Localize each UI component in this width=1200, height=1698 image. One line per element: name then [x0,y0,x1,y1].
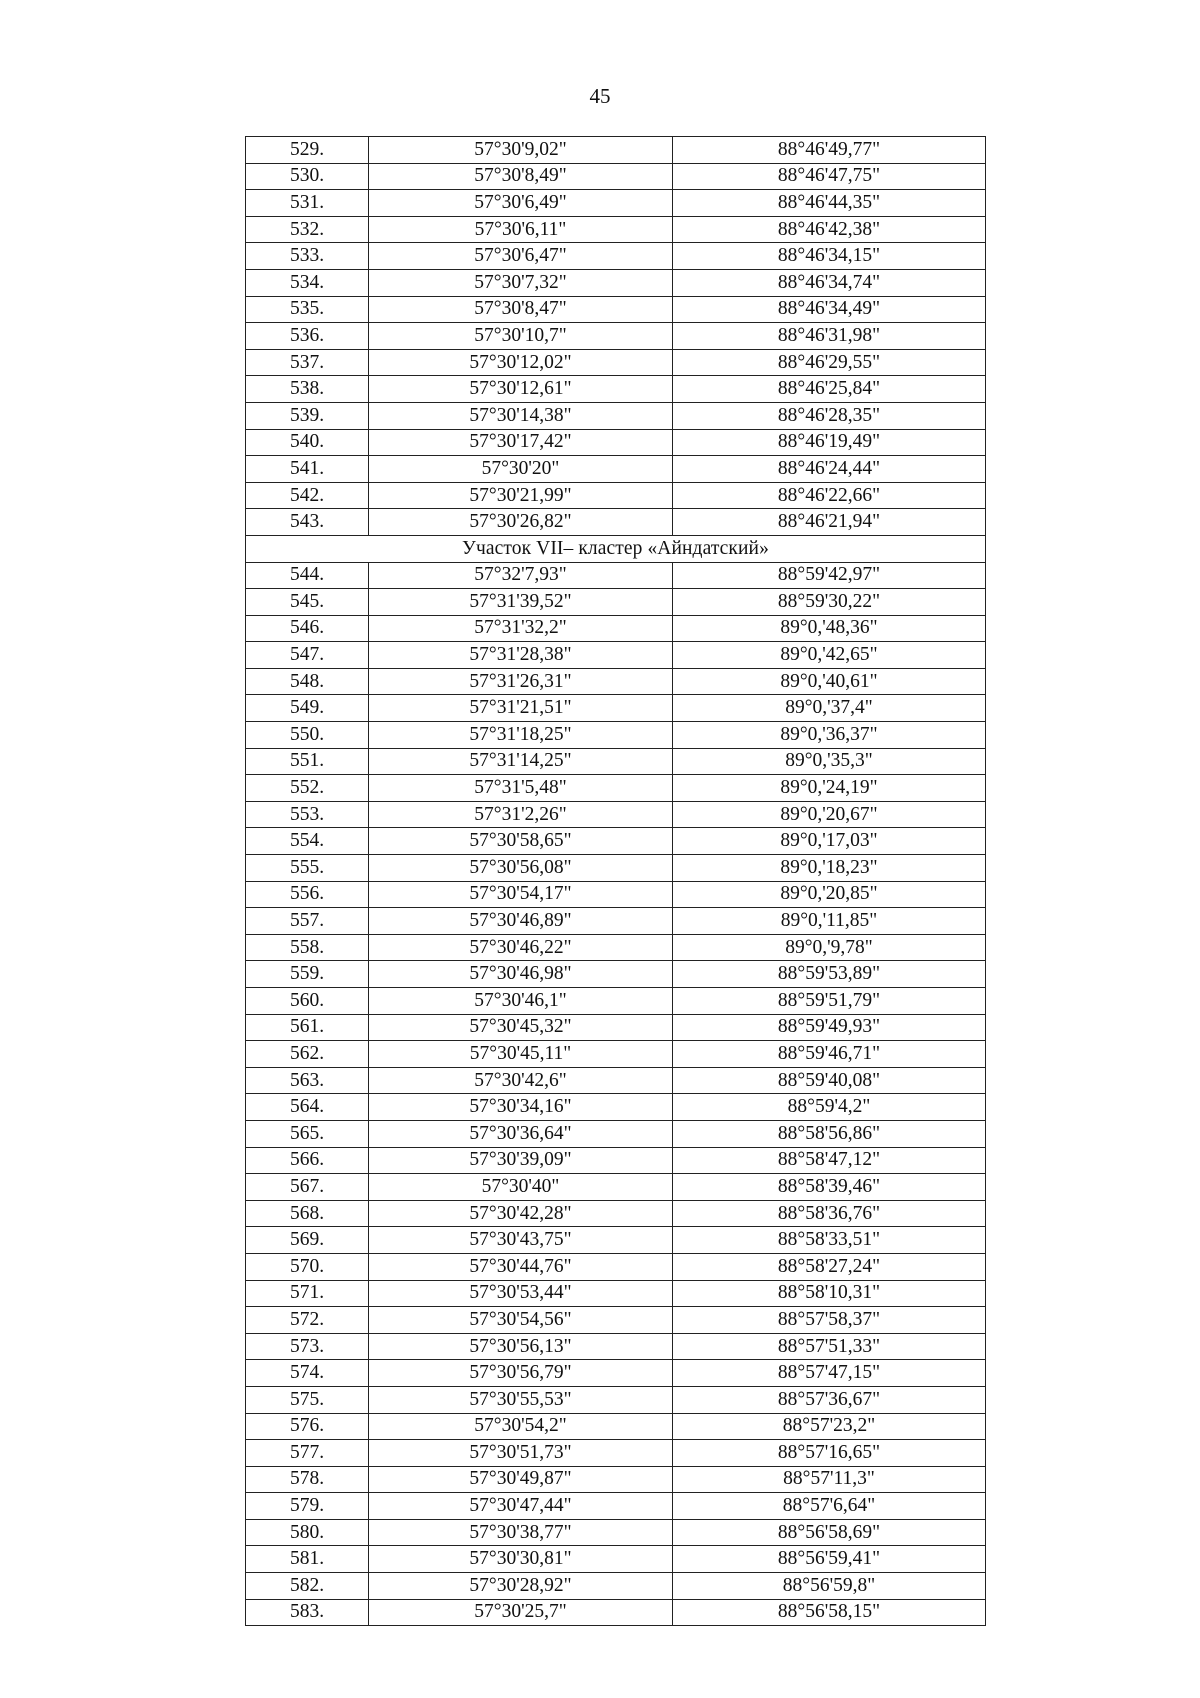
latitude-cell: 57°30'38,77" [369,1519,673,1546]
longitude-cell: 88°59'30,22" [673,589,986,616]
longitude-cell: 88°46'44,35" [673,190,986,217]
latitude-cell: 57°30'51,73" [369,1440,673,1467]
table-row [246,828,986,855]
longitude-cell: 88°46'24,44" [673,456,986,483]
coordinates-table [245,136,986,1626]
latitude-cell: 57°30'26,82" [369,509,673,536]
longitude-cell: 89°0,'11,85" [673,908,986,935]
longitude-cell: 88°46'19,49" [673,429,986,456]
latitude-cell: 57°30'39,09" [369,1147,673,1174]
longitude-cell: 88°57'58,37" [673,1307,986,1334]
point-number-cell: 560. [246,988,369,1015]
table-row [246,961,986,988]
point-number-cell: 554. [246,828,369,855]
longitude-cell: 89°0,'20,85" [673,881,986,908]
latitude-cell: 57°31'2,26" [369,801,673,828]
table-row [246,1147,986,1174]
table-row [246,801,986,828]
table-row [246,349,986,376]
point-number-cell: 569. [246,1227,369,1254]
latitude-cell: 57°30'34,16" [369,1094,673,1121]
table-row [246,323,986,350]
point-number-cell: 548. [246,668,369,695]
longitude-cell: 89°0,'24,19" [673,775,986,802]
longitude-cell: 88°46'22,66" [673,482,986,509]
point-number-cell: 583. [246,1599,369,1626]
latitude-cell: 57°30'21,99" [369,482,673,509]
longitude-cell: 89°0,'37,4" [673,695,986,722]
coordinates-table-body-part1 [246,137,986,536]
table-row [246,1094,986,1121]
longitude-cell: 88°46'34,15" [673,243,986,270]
point-number-cell: 552. [246,775,369,802]
point-number-cell: 556. [246,881,369,908]
section-header-body [246,535,986,562]
table-row [246,429,986,456]
point-number-cell: 550. [246,722,369,749]
point-number-cell: 572. [246,1307,369,1334]
point-number-cell: 559. [246,961,369,988]
latitude-cell: 57°31'21,51" [369,695,673,722]
table-row [246,748,986,775]
latitude-cell: 57°30'42,28" [369,1200,673,1227]
point-number-cell: 542. [246,482,369,509]
longitude-cell: 88°59'53,89" [673,961,986,988]
latitude-cell: 57°30'36,64" [369,1120,673,1147]
longitude-cell: 88°57'11,3" [673,1466,986,1493]
latitude-cell: 57°30'28,92" [369,1573,673,1600]
point-number-cell: 546. [246,615,369,642]
section-title: Участок VII– кластер «Айндатский» [246,535,986,562]
table-row [246,1466,986,1493]
point-number-cell: 565. [246,1120,369,1147]
point-number-cell: 581. [246,1546,369,1573]
table-row [246,1227,986,1254]
latitude-cell: 57°30'20" [369,456,673,483]
table-row [246,1413,986,1440]
point-number-cell: 551. [246,748,369,775]
latitude-cell: 57°30'12,61" [369,376,673,403]
table-row [246,855,986,882]
latitude-cell: 57°30'30,81" [369,1546,673,1573]
point-number-cell: 533. [246,243,369,270]
latitude-cell: 57°30'54,56" [369,1307,673,1334]
longitude-cell: 88°58'33,51" [673,1227,986,1254]
table-row [246,1200,986,1227]
point-number-cell: 557. [246,908,369,935]
point-number-cell: 529. [246,137,369,164]
table-row [246,881,986,908]
table-row [246,482,986,509]
point-number-cell: 567. [246,1174,369,1201]
point-number-cell: 561. [246,1014,369,1041]
point-number-cell: 530. [246,163,369,190]
table-row [246,456,986,483]
point-number-cell: 566. [246,1147,369,1174]
longitude-cell: 88°56'58,69" [673,1519,986,1546]
table-row [246,1014,986,1041]
longitude-cell: 88°46'21,94" [673,509,986,536]
latitude-cell: 57°30'42,6" [369,1067,673,1094]
longitude-cell: 89°0,'18,23" [673,855,986,882]
latitude-cell: 57°30'46,98" [369,961,673,988]
point-number-cell: 580. [246,1519,369,1546]
point-number-cell: 538. [246,376,369,403]
table-row [246,1280,986,1307]
latitude-cell: 57°30'54,17" [369,881,673,908]
latitude-cell: 57°30'53,44" [369,1280,673,1307]
latitude-cell: 57°30'46,1" [369,988,673,1015]
longitude-cell: 88°46'31,98" [673,323,986,350]
latitude-cell: 57°30'8,49" [369,163,673,190]
table-row [246,1041,986,1068]
longitude-cell: 88°56'59,41" [673,1546,986,1573]
table-row [246,509,986,536]
longitude-cell: 88°57'6,64" [673,1493,986,1520]
latitude-cell: 57°30'6,11" [369,216,673,243]
table-row [246,615,986,642]
latitude-cell: 57°30'43,75" [369,1227,673,1254]
longitude-cell: 89°0,'17,03" [673,828,986,855]
longitude-cell: 88°59'42,97" [673,562,986,589]
table-row [246,190,986,217]
latitude-cell: 57°30'7,32" [369,269,673,296]
table-row [246,1546,986,1573]
point-number-cell: 544. [246,562,369,589]
longitude-cell: 88°57'47,15" [673,1360,986,1387]
table-row [246,137,986,164]
point-number-cell: 531. [246,190,369,217]
coordinates-table-body-part2 [246,562,986,1626]
latitude-cell: 57°31'18,25" [369,722,673,749]
latitude-cell: 57°30'45,11" [369,1041,673,1068]
point-number-cell: 562. [246,1041,369,1068]
point-number-cell: 539. [246,402,369,429]
table-row [246,1307,986,1334]
longitude-cell: 88°57'36,67" [673,1386,986,1413]
table-row [246,269,986,296]
longitude-cell: 88°59'4,2" [673,1094,986,1121]
table-row [246,1386,986,1413]
point-number-cell: 545. [246,589,369,616]
point-number-cell: 568. [246,1200,369,1227]
table-row [246,1120,986,1147]
longitude-cell: 88°46'49,77" [673,137,986,164]
point-number-cell: 541. [246,456,369,483]
latitude-cell: 57°30'12,02" [369,349,673,376]
point-number-cell: 570. [246,1253,369,1280]
table-row [246,1067,986,1094]
point-number-cell: 564. [246,1094,369,1121]
latitude-cell: 57°31'39,52" [369,589,673,616]
longitude-cell: 89°0,'42,65" [673,642,986,669]
point-number-cell: 563. [246,1067,369,1094]
longitude-cell: 88°46'29,55" [673,349,986,376]
latitude-cell: 57°30'44,76" [369,1253,673,1280]
longitude-cell: 89°0,'35,3" [673,748,986,775]
point-number-cell: 573. [246,1333,369,1360]
latitude-cell: 57°31'5,48" [369,775,673,802]
latitude-cell: 57°31'28,38" [369,642,673,669]
table-row [246,1599,986,1626]
longitude-cell: 88°59'49,93" [673,1014,986,1041]
table-row [246,668,986,695]
latitude-cell: 57°30'9,02" [369,137,673,164]
latitude-cell: 57°30'56,79" [369,1360,673,1387]
table-row [246,163,986,190]
table-row [246,934,986,961]
table-row [246,216,986,243]
point-number-cell: 536. [246,323,369,350]
latitude-cell: 57°30'6,47" [369,243,673,270]
latitude-cell: 57°30'47,44" [369,1493,673,1520]
point-number-cell: 537. [246,349,369,376]
point-number-cell: 558. [246,934,369,961]
latitude-cell: 57°31'32,2" [369,615,673,642]
table-row [246,1519,986,1546]
table-row [246,1440,986,1467]
longitude-cell: 88°59'51,79" [673,988,986,1015]
longitude-cell: 89°0,'36,37" [673,722,986,749]
longitude-cell: 89°0,'20,67" [673,801,986,828]
longitude-cell: 88°58'56,86" [673,1120,986,1147]
table-row [246,642,986,669]
table-row [246,1253,986,1280]
point-number-cell: 553. [246,801,369,828]
latitude-cell: 57°30'45,32" [369,1014,673,1041]
latitude-cell: 57°30'55,53" [369,1386,673,1413]
point-number-cell: 547. [246,642,369,669]
latitude-cell: 57°32'7,93" [369,562,673,589]
table-row [246,908,986,935]
point-number-cell: 578. [246,1466,369,1493]
latitude-cell: 57°30'46,89" [369,908,673,935]
longitude-cell: 88°58'47,12" [673,1147,986,1174]
point-number-cell: 576. [246,1413,369,1440]
latitude-cell: 57°30'10,7" [369,323,673,350]
latitude-cell: 57°30'17,42" [369,429,673,456]
table-row [246,1493,986,1520]
longitude-cell: 88°46'28,35" [673,402,986,429]
table-row [246,1174,986,1201]
latitude-cell: 57°30'56,13" [369,1333,673,1360]
point-number-cell: 534. [246,269,369,296]
table-row [246,243,986,270]
table-row [246,1333,986,1360]
longitude-cell: 88°58'10,31" [673,1280,986,1307]
longitude-cell: 88°46'42,38" [673,216,986,243]
table-row [246,562,986,589]
point-number-cell: 574. [246,1360,369,1387]
latitude-cell: 57°30'40" [369,1174,673,1201]
latitude-cell: 57°30'58,65" [369,828,673,855]
latitude-cell: 57°30'56,08" [369,855,673,882]
latitude-cell: 57°30'14,38" [369,402,673,429]
point-number-cell: 532. [246,216,369,243]
latitude-cell: 57°31'26,31" [369,668,673,695]
point-number-cell: 549. [246,695,369,722]
table-row [246,1573,986,1600]
page-number: 45 [589,84,611,108]
table-row [246,376,986,403]
longitude-cell: 88°57'51,33" [673,1333,986,1360]
longitude-cell: 89°0,'48,36" [673,615,986,642]
point-number-cell: 555. [246,855,369,882]
table-row [246,695,986,722]
longitude-cell: 88°57'16,65" [673,1440,986,1467]
point-number-cell: 582. [246,1573,369,1600]
latitude-cell: 57°30'25,7" [369,1599,673,1626]
longitude-cell: 88°46'25,84" [673,376,986,403]
longitude-cell: 89°0,'40,61" [673,668,986,695]
point-number-cell: 571. [246,1280,369,1307]
section-header-row [246,535,986,562]
longitude-cell: 88°46'47,75" [673,163,986,190]
point-number-cell: 543. [246,509,369,536]
longitude-cell: 88°57'23,2" [673,1413,986,1440]
table-row [246,1360,986,1387]
longitude-cell: 88°58'39,46" [673,1174,986,1201]
table-row [246,722,986,749]
longitude-cell: 88°58'36,76" [673,1200,986,1227]
longitude-cell: 88°56'59,8" [673,1573,986,1600]
longitude-cell: 88°56'58,15" [673,1599,986,1626]
latitude-cell: 57°30'6,49" [369,190,673,217]
latitude-cell: 57°30'8,47" [369,296,673,323]
point-number-cell: 575. [246,1386,369,1413]
point-number-cell: 577. [246,1440,369,1467]
point-number-cell: 579. [246,1493,369,1520]
longitude-cell: 88°58'27,24" [673,1253,986,1280]
table-row [246,402,986,429]
longitude-cell: 88°46'34,49" [673,296,986,323]
point-number-cell: 535. [246,296,369,323]
longitude-cell: 89°0,'9,78" [673,934,986,961]
latitude-cell: 57°31'14,25" [369,748,673,775]
point-number-cell: 540. [246,429,369,456]
longitude-cell: 88°46'34,74" [673,269,986,296]
latitude-cell: 57°30'46,22" [369,934,673,961]
table-row [246,775,986,802]
table-row [246,988,986,1015]
table-row [246,589,986,616]
latitude-cell: 57°30'49,87" [369,1466,673,1493]
longitude-cell: 88°59'40,08" [673,1067,986,1094]
table-row [246,296,986,323]
latitude-cell: 57°30'54,2" [369,1413,673,1440]
longitude-cell: 88°59'46,71" [673,1041,986,1068]
